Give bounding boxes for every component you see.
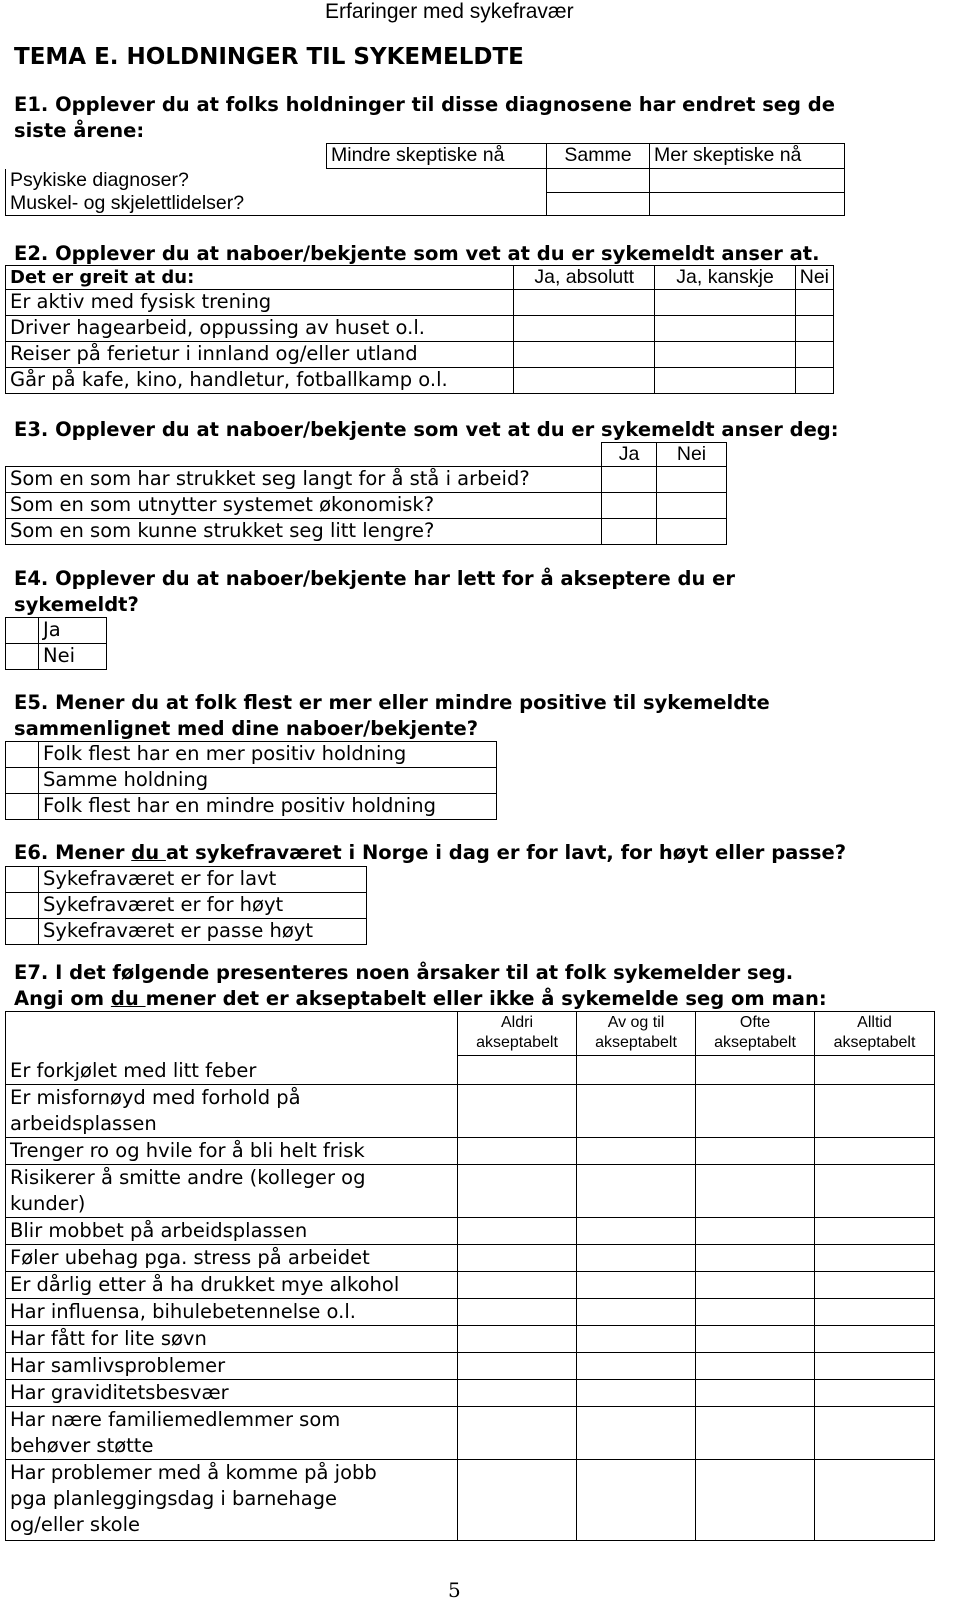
e1-col-header: Mer skeptiske nå <box>650 144 845 169</box>
e7-row-label: Har influensa, bihulebetennelse o.l. <box>6 1298 458 1325</box>
answer-cell[interactable] <box>655 290 795 316</box>
answer-cell[interactable] <box>696 1459 815 1540</box>
answer-cell[interactable] <box>696 1352 815 1379</box>
answer-cell[interactable] <box>514 368 655 394</box>
question-e4: E4. Opplever du at naboer/bekjente har lett for å akseptere du er sykemeldt? <box>14 567 735 616</box>
answer-cell[interactable] <box>696 1164 815 1217</box>
answer-cell[interactable] <box>577 1217 696 1244</box>
e7-col-header-line: Alltid <box>857 1014 892 1031</box>
e3-col-header: Nei <box>657 443 727 467</box>
answer-cell[interactable] <box>577 1137 696 1164</box>
option-label: Nei <box>39 644 107 670</box>
answer-cell[interactable] <box>795 290 833 316</box>
answer-cell[interactable] <box>458 1379 577 1406</box>
checkbox[interactable] <box>6 742 39 768</box>
e7-row-text: Har problemer med å komme på jobb pga planleggingsdag i barnehage og/eller skole <box>10 1460 377 1536</box>
e7-col-header-line: Aldri <box>500 1014 533 1031</box>
e7-col-header-line: akseptabelt <box>476 1034 558 1051</box>
answer-cell[interactable] <box>795 342 833 368</box>
answer-cell[interactable] <box>815 1056 935 1085</box>
answer-cell[interactable] <box>815 1379 935 1406</box>
e4-table <box>5 617 107 670</box>
answer-cell[interactable] <box>547 192 650 216</box>
e2-lead: Det er greit at du: <box>6 266 514 290</box>
e7-row-text: Risikerer å smitte andre (kolleger og kunder) <box>10 1165 366 1215</box>
e7-table <box>5 1011 935 1541</box>
answer-cell[interactable] <box>577 1352 696 1379</box>
answer-cell[interactable] <box>696 1406 815 1459</box>
e7-q-emphasis: du <box>110 987 146 1010</box>
checkbox[interactable] <box>6 768 39 794</box>
answer-cell[interactable] <box>577 1325 696 1352</box>
e7-col-header-line: akseptabelt <box>714 1034 796 1051</box>
answer-cell[interactable] <box>458 1271 577 1298</box>
e7-corner <box>6 1012 458 1056</box>
e7-row-label: Har graviditetsbesvær <box>6 1379 458 1406</box>
e7-col-header <box>815 1012 935 1056</box>
answer-cell[interactable] <box>458 1164 577 1217</box>
answer-cell[interactable] <box>795 368 833 394</box>
e7-col-header-line: Ofte <box>739 1014 771 1031</box>
question-e2: E2. Opplever du at naboer/bekjente som vet at du er sykemeldt anser at. <box>14 242 820 265</box>
option-label: Sykefraværet er passe høyt <box>39 919 367 945</box>
question-e1: E1. Opplever du at folks holdninger til disse diagnosene har endret seg de siste årene: <box>14 93 835 142</box>
answer-cell[interactable] <box>815 1217 935 1244</box>
running-header: Erfaringer med sykefravær <box>325 0 574 23</box>
e6-q-emphasis: du <box>131 841 166 864</box>
question-e3: E3. Opplever du at naboer/bekjente som vet at du er sykemeldt anser deg: <box>14 418 839 441</box>
e7-row-label: Blir mobbet på arbeidsplassen <box>6 1217 458 1244</box>
answer-cell[interactable] <box>815 1459 935 1540</box>
e7-row-label: Har samlivsproblemer <box>6 1352 458 1379</box>
answer-cell[interactable] <box>657 467 727 493</box>
e3-row-label: Som en som kunne strukket seg litt lengre? <box>6 519 602 545</box>
answer-cell[interactable] <box>577 1056 696 1085</box>
answer-cell[interactable] <box>458 1217 577 1244</box>
e7-col-header-line: akseptabelt <box>595 1034 677 1051</box>
answer-cell[interactable] <box>514 316 655 342</box>
checkbox[interactable] <box>6 618 39 644</box>
e3-col-header: Ja <box>602 443 657 467</box>
answer-cell[interactable] <box>795 316 833 342</box>
answer-cell[interactable] <box>657 493 727 519</box>
e3-row-label: Som en som utnytter systemet økonomisk? <box>6 493 602 519</box>
e7-row-label: Er dårlig etter å ha drukket mye alkohol <box>6 1271 458 1298</box>
answer-cell[interactable] <box>696 1298 815 1325</box>
e7-row-label <box>6 1084 458 1137</box>
section-title: TEMA E. HOLDNINGER TIL SYKEMELDTE <box>14 44 524 70</box>
answer-cell[interactable] <box>696 1137 815 1164</box>
e7-col-header <box>577 1012 696 1056</box>
answer-cell[interactable] <box>602 467 657 493</box>
e7-col-header-line: Av og til <box>607 1014 665 1031</box>
answer-cell[interactable] <box>547 169 650 193</box>
answer-cell[interactable] <box>514 290 655 316</box>
answer-cell[interactable] <box>577 1406 696 1459</box>
e7-col-header <box>696 1012 815 1056</box>
answer-cell[interactable] <box>458 1084 577 1137</box>
answer-cell[interactable] <box>815 1084 935 1137</box>
e2-row-label: Er aktiv med fysisk trening <box>6 290 514 316</box>
e7-col-header-line: akseptabelt <box>833 1034 916 1051</box>
answer-cell[interactable] <box>655 316 795 342</box>
answer-cell[interactable] <box>815 1298 935 1325</box>
answer-cell[interactable] <box>655 368 795 394</box>
option-label: Sykefraværet er for høyt <box>39 893 367 919</box>
checkbox[interactable] <box>6 644 39 670</box>
e7-col-header <box>458 1012 577 1056</box>
e5-table <box>5 741 497 820</box>
answer-cell[interactable] <box>815 1352 935 1379</box>
question-e6 <box>14 840 934 866</box>
answer-cell[interactable] <box>650 192 845 216</box>
e1-col-header: Mindre skeptiske nå <box>327 144 547 169</box>
answer-cell[interactable] <box>657 519 727 545</box>
answer-cell[interactable] <box>696 1271 815 1298</box>
e2-row-label: Driver hagearbeid, oppussing av huset o.l. <box>6 316 514 342</box>
answer-cell[interactable] <box>696 1379 815 1406</box>
answer-cell[interactable] <box>815 1137 935 1164</box>
e7-row-label: Er forkjølet med litt feber <box>6 1056 458 1085</box>
e7-row-text: Er misfornøyd med forhold på arbeidsplassen <box>10 1085 301 1135</box>
answer-cell[interactable] <box>815 1164 935 1217</box>
answer-cell[interactable] <box>696 1056 815 1085</box>
e2-col-header: Ja, absolutt <box>514 266 655 290</box>
e3-row-label: Som en som har strukket seg langt for å stå i arbeid? <box>6 467 602 493</box>
e7-q-part: mener det er akseptabelt eller ikke å sykemelde seg om man: <box>145 987 827 1010</box>
e7-row-label: Føler ubehag pga. stress på arbeidet <box>6 1244 458 1271</box>
e3-corner <box>6 443 602 467</box>
e7-row-label: Har fått for lite søvn <box>6 1325 458 1352</box>
answer-cell[interactable] <box>696 1325 815 1352</box>
e7-q-part: Angi om <box>14 987 111 1010</box>
answer-cell[interactable] <box>577 1379 696 1406</box>
answer-cell[interactable] <box>577 1298 696 1325</box>
answer-cell[interactable] <box>602 493 657 519</box>
option-label: Samme holdning <box>39 768 497 794</box>
e7-row-label <box>6 1459 458 1540</box>
e1-col-header: Samme <box>547 144 650 169</box>
answer-cell[interactable] <box>655 342 795 368</box>
answer-cell[interactable] <box>458 1459 577 1540</box>
e1-table <box>5 143 845 216</box>
e2-table <box>5 265 834 394</box>
option-label: Sykefraværet er for lavt <box>39 867 367 893</box>
e2-col-header: Ja, kanskje <box>655 266 795 290</box>
answer-cell[interactable] <box>458 1352 577 1379</box>
option-label: Ja <box>39 618 107 644</box>
answer-cell[interactable] <box>696 1244 815 1271</box>
answer-cell[interactable] <box>458 1325 577 1352</box>
e7-row-label <box>6 1164 458 1217</box>
e7-row-label <box>6 1406 458 1459</box>
answer-cell[interactable] <box>602 519 657 545</box>
e3-table <box>5 442 727 545</box>
answer-cell[interactable] <box>458 1406 577 1459</box>
answer-cell[interactable] <box>696 1084 815 1137</box>
answer-cell[interactable] <box>650 169 845 193</box>
question-e7-line2 <box>14 986 934 1012</box>
option-label: Folk flest har en mindre positiv holdning <box>39 794 497 820</box>
answer-cell[interactable] <box>815 1271 935 1298</box>
e1-row-label: Psykiske diagnoser? <box>6 169 547 193</box>
checkbox[interactable] <box>6 893 39 919</box>
e2-col-header: Nei <box>795 266 833 290</box>
e2-row-label: Reiser på ferietur i innland og/eller utland <box>6 342 514 368</box>
answer-cell[interactable] <box>577 1459 696 1540</box>
page-number: 5 <box>448 1578 461 1602</box>
e7-row-label: Trenger ro og hvile for å bli helt frisk <box>6 1137 458 1164</box>
answer-cell[interactable] <box>696 1217 815 1244</box>
checkbox[interactable] <box>6 794 39 820</box>
checkbox[interactable] <box>6 867 39 893</box>
answer-cell[interactable] <box>458 1298 577 1325</box>
answer-cell[interactable] <box>815 1325 935 1352</box>
e1-corner <box>6 144 327 169</box>
answer-cell[interactable] <box>577 1084 696 1137</box>
checkbox[interactable] <box>6 919 39 945</box>
option-label: Folk flest har en mer positiv holdning <box>39 742 497 768</box>
e6-q-part: at sykefraværet i Norge i dag er for lavt, for høyt eller passe? <box>165 841 847 864</box>
answer-cell[interactable] <box>514 342 655 368</box>
answer-cell[interactable] <box>458 1244 577 1271</box>
answer-cell[interactable] <box>815 1244 935 1271</box>
answer-cell[interactable] <box>577 1271 696 1298</box>
question-e5: E5. Mener du at folk flest er mer eller mindre positive til sykemeldte sammenlignet med dine naboer/bekjente? <box>14 691 770 740</box>
question-e7-line1: E7. I det følgende presenteres noen årsaker til at folk sykemelder seg. <box>14 961 794 984</box>
answer-cell[interactable] <box>815 1406 935 1459</box>
answer-cell[interactable] <box>458 1056 577 1085</box>
e6-q-part: E6. Mener <box>14 841 132 864</box>
e6-table <box>5 866 367 945</box>
e1-row-label: Muskel- og skjelettlidelser? <box>6 192 547 216</box>
e7-row-text: Har nære familiemedlemmer som behøver støtte <box>10 1407 341 1457</box>
answer-cell[interactable] <box>577 1244 696 1271</box>
answer-cell[interactable] <box>458 1137 577 1164</box>
answer-cell[interactable] <box>577 1164 696 1217</box>
e2-row-label: Går på kafe, kino, handletur, fotballkamp o.l. <box>6 368 514 394</box>
